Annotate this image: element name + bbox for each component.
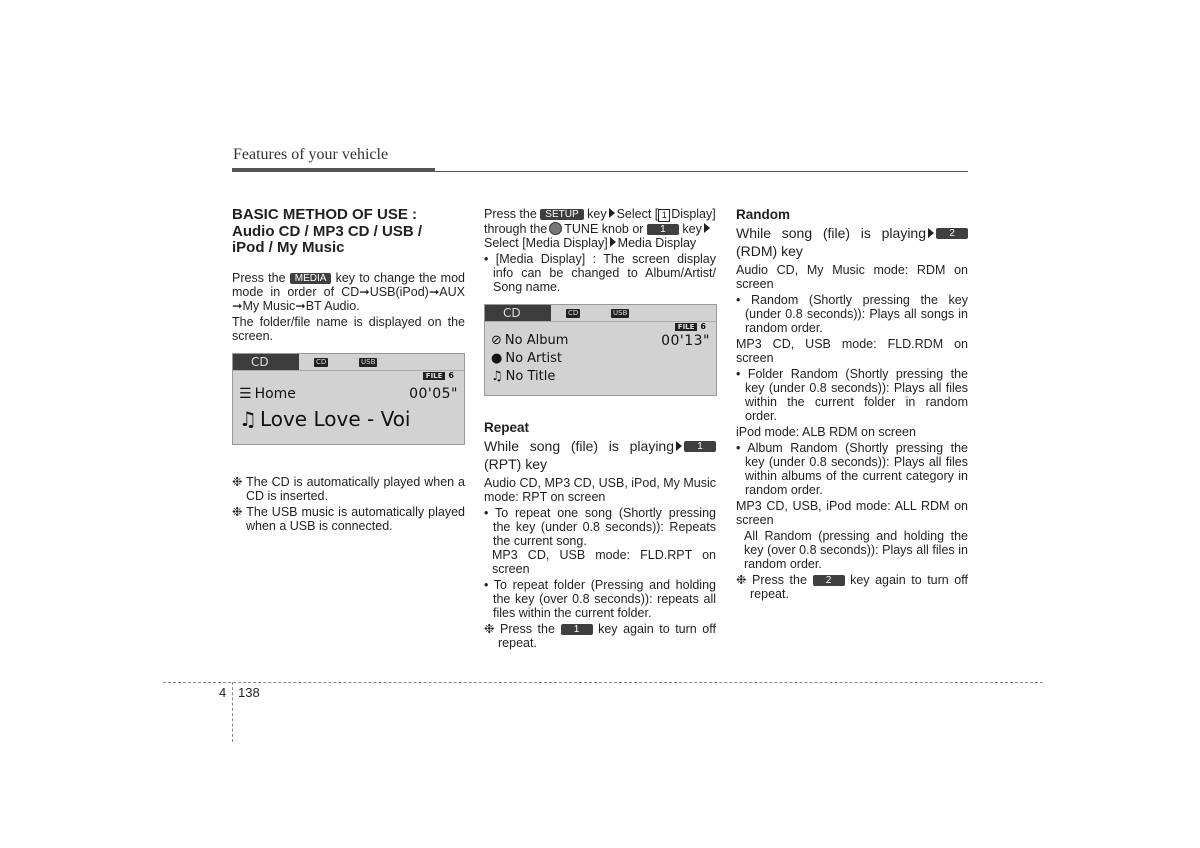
album-display-screen xyxy=(484,304,717,396)
repeat-folder-bullet: • To repeat folder (Pressing and holding the key (over 0.8 seconds)): repeats all files within the current folder. xyxy=(484,578,716,620)
cd-badge: CD xyxy=(316,357,327,366)
random-bullet: • Random (Shortly pressing the key (under 0.8 seconds)): Plays all songs in random order. xyxy=(736,293,968,335)
file-indicator: FILE 6 xyxy=(423,371,454,381)
screen-header xyxy=(485,305,716,322)
title-row: ♫ No Title xyxy=(491,369,556,384)
repeat-modes: Audio CD, MP3 CD, USB, iPod, My Music mode: RPT on screen xyxy=(484,476,717,504)
random-mode-4: MP3 CD, USB, iPod mode: ALL RDM on screen xyxy=(736,499,968,527)
random-heading: Random xyxy=(736,207,790,222)
media-display-instruction: Press the SETUP key Select [ 1 Display] through the TUNE knob or 1 key Select [Media Display] Media Display xyxy=(484,207,716,250)
media-display-bullet: • [Media Display] : The screen display info can be changed to Album/Artist/ Song name. xyxy=(484,252,716,294)
section-title: BASIC METHOD OF USE : Audio CD / MP3 CD / USB / iPod / My Music xyxy=(232,206,423,256)
arrow-icon xyxy=(676,441,682,451)
play-time: 00'05" xyxy=(409,385,458,402)
folder-row: ☰ Home xyxy=(239,385,296,402)
repeat-off-note: ❉ Press the 1 key again to turn off repeat. xyxy=(484,622,716,650)
media-key: MEDIA xyxy=(290,273,332,284)
folder-info: The folder/file name is displayed on the screen. xyxy=(232,314,465,343)
column-left xyxy=(232,207,465,535)
all-random-text: All Random (pressing and holding the key (over 0.8 seconds)): Plays all files in random order. xyxy=(744,529,968,571)
key-2: 2 xyxy=(936,228,968,239)
footer-divider xyxy=(232,682,233,742)
folder-icon: ☰ xyxy=(239,385,252,402)
music-note-icon: ♫ xyxy=(239,406,257,431)
setup-key: SETUP xyxy=(540,209,583,220)
random-off-note: ❉ Press the 2 key again to turn off repeat. xyxy=(736,573,968,601)
column-right: Random While song (file) is playing 2 (RDM) key Audio CD, My Music mode: RDM on screen • Random (Shortly pressing the key (under 0.8 seconds)): Plays all songs in random order. MP3 CD, USB mode: FLD.RDM on screen • Folder Random (Shortly pressing the key (under 0.8 seconds)): Plays all files within the current folder in random order. iPod mode: ALB RDM on screen • Album Random (Shortly pressing the key (under 0.8 seconds)): Plays all files within albums of the current category in random order. MP3 CD, USB, iPod mode: ALL RDM on screen All Random (pressing and holding the key (over 0.8 seconds)): Plays all files in random order. ❉ Press the 2 key again to turn off repeat. xyxy=(736,207,968,601)
usb-badge: USB xyxy=(613,309,628,317)
repeat-lead: While song (file) is playing 1 xyxy=(484,438,716,454)
cd-display-screen xyxy=(232,353,465,445)
key-1: 1 xyxy=(684,441,716,452)
person-icon: ● xyxy=(491,351,503,366)
arrow-icon xyxy=(928,228,934,238)
arrow-icon xyxy=(609,208,615,218)
key-2: 2 xyxy=(813,575,845,586)
note-cd-autoplay: ❉ The CD is automatically played when a CD is inserted. xyxy=(232,474,465,503)
random-mode-3: iPod mode: ALB RDM on screen xyxy=(736,425,916,439)
album-row: ⊘ No Album xyxy=(491,333,569,348)
column-middle: Press the SETUP key Select [ 1 Display] through the TUNE knob or 1 key Select [Media Display] Media Display • [Media Display] : The screen display info can be changed to Album/Artist/ Song name. CD CD USB FILE 6 00'13" ⊘ No Album ● No Artist ♫ No Title Repeat While song (file) is playing 1 (RPT) key Audio CD, MP3 CD, USB, iPod, My Music mode: RPT on screen • To repeat one song (Shortly pressing the key (under 0.8 seconds)): Repeats the current song. MP3 CD, USB mode: FLD.RPT on screen • To repeat folder (Pressing and holding the key (over 0.8 seconds)): repeats all files within the current folder. ❉ Press the 1 key again to turn off repeat. xyxy=(484,207,717,650)
repeat-one-bullet: • To repeat one song (Shortly pressing the key (under 0.8 seconds)): Repeats the current song. xyxy=(484,506,716,548)
disc-icon: ⊘ xyxy=(491,333,502,348)
cd-badge: CD xyxy=(568,309,579,317)
note-usb-autoplay: ❉ The USB music is automatically played when a USB is connected. xyxy=(232,504,465,533)
random-mode-2: MP3 CD, USB mode: FLD.RDM on screen xyxy=(736,337,968,365)
random-lead: While song (file) is playing 2 xyxy=(736,225,968,241)
repeat-folder-mode: MP3 CD, USB mode: FLD.RPT on screen xyxy=(492,548,716,576)
footer-rule xyxy=(163,682,1043,683)
screen-tab: CD xyxy=(485,305,551,321)
song-row: ♫ Love Love - Voi xyxy=(239,406,411,431)
arrow-icon xyxy=(704,223,710,233)
repeat-heading: Repeat xyxy=(484,420,530,435)
usb-badge: USB xyxy=(361,357,376,366)
key-1: 1 xyxy=(647,224,679,235)
file-indicator: FILE 6 xyxy=(675,322,706,332)
key-1: 1 xyxy=(561,624,593,635)
chapter-number: 4 xyxy=(219,685,227,700)
album-random-bullet: • Album Random (Shortly pressing the key (under 0.8 seconds)): Plays all files within albums of the current category in random order. xyxy=(736,441,968,497)
mode-instruction: Press the MEDIA key to change the mod mode in order of CD➞USB(iPod)➞AUX ➞My Music➞BT Audio. xyxy=(232,270,465,313)
page-header-title: Features of your vehicle xyxy=(233,146,389,163)
tune-knob-icon xyxy=(549,222,562,235)
play-time: 00'13" xyxy=(661,333,710,349)
folder-random-bullet: • Folder Random (Shortly pressing the key (under 0.8 seconds)): Plays all files within the current folder in random order. xyxy=(736,367,968,423)
artist-row: ● No Artist xyxy=(491,351,562,366)
screen-header xyxy=(233,354,464,371)
header-rule xyxy=(232,171,968,172)
arrow-icon xyxy=(610,237,616,247)
screen-tab: CD xyxy=(233,354,299,370)
random-mode-1: Audio CD, My Music mode: RDM on screen xyxy=(736,263,968,291)
page-number: 138 xyxy=(238,685,260,700)
music-note-icon: ♫ xyxy=(491,369,503,384)
number-box-icon: 1 xyxy=(658,209,670,222)
